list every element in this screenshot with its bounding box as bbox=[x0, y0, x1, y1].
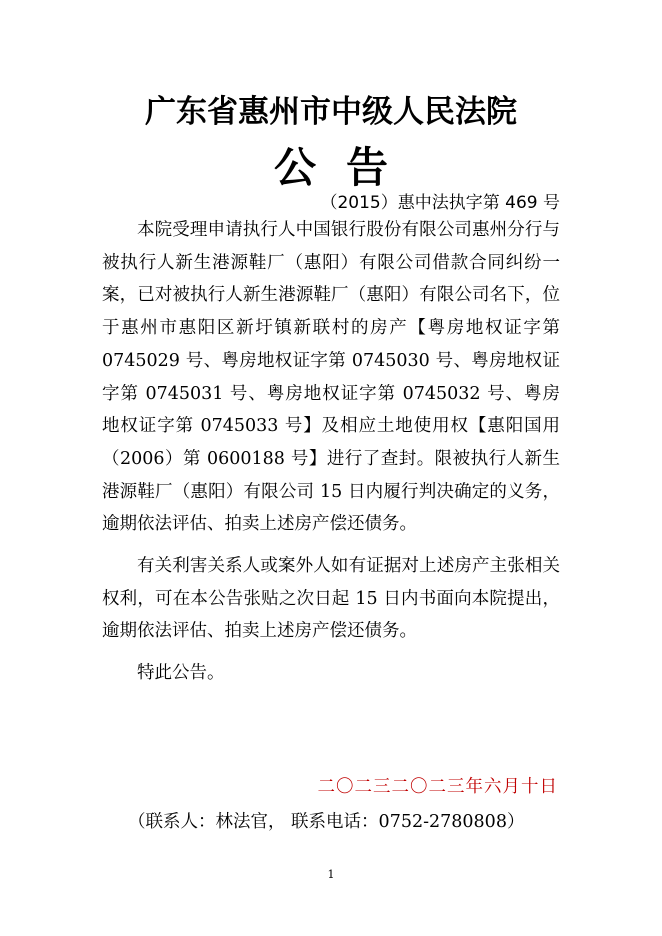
paragraph-objection: 有关利害关系人或案外人如有证据对上述房产主张相关权利，可在本公告张贴之次日起 15 日内书面向本院提出，逾期依法评估、拍卖上述房产偿还债务。 bbox=[102, 556, 560, 642]
notice-date: 二〇二三二〇二三年六月十日 bbox=[317, 777, 558, 797]
notice-title: 公告 bbox=[273, 143, 418, 192]
case-number: （2015）惠中法执字第 469 号 bbox=[320, 193, 560, 213]
court-name: 广东省惠州市中级人民法院 bbox=[145, 94, 517, 130]
notice-body bbox=[102, 214, 560, 699]
paragraph-closing: 特此公告。 bbox=[137, 663, 225, 684]
page-number: 1 bbox=[327, 868, 335, 881]
contact-info: （联系人：林法官， 联系电话：0752-2780808） bbox=[128, 812, 525, 832]
paragraph-seizure: 本院受理申请执行人中国银行股份有限公司惠州分行与被执行人新生港源鞋厂（惠阳）有限公司借款合同纠纷一案，已对被执行人新生港源鞋厂（惠阳）有限公司名下，位于惠州市惠阳区新圩镇新联村的房产【粤房地权证字第 0745029 号、粤房地权证字第 0745030 号、粤房地权证字第 0745031 号、粤房地权证字第 0745032 号、粤房地权证字第 0745033 号】及相应土地使用权【惠阳国用（2006）第 0600188 号】进行了查封。限被执行人新生港源鞋厂（惠阳）有限公司 15 日内履行判决确定的义务，逾期依法评估、拍卖上述房产偿还债务。 bbox=[102, 220, 560, 535]
